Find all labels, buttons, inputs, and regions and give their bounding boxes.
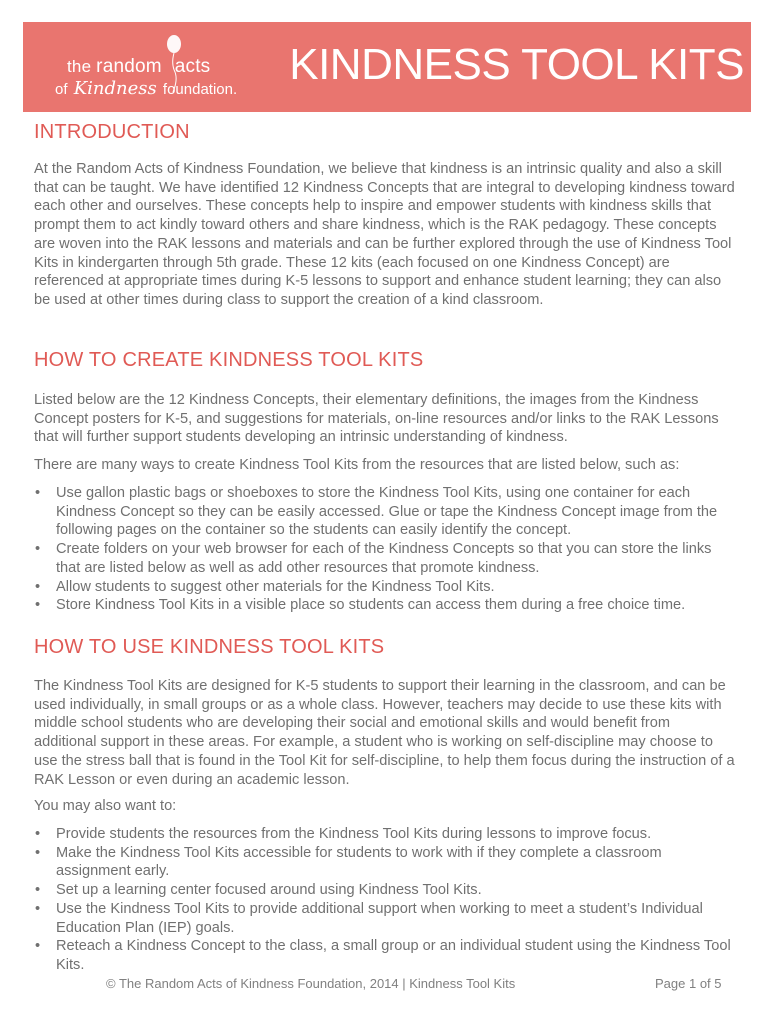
logo-acts: acts	[174, 56, 211, 77]
logo-random: random	[96, 56, 162, 77]
logo-of: of	[55, 81, 68, 98]
create-heading: HOW TO CREATE KINDNESS TOOL KITS	[34, 349, 424, 371]
intro-heading: INTRODUCTION	[34, 121, 190, 143]
page-number: Page 1 of 5	[655, 976, 722, 991]
create-paragraph: Listed below are the 12 Kindness Concepts, their elementary definitions, the images from the Kindness Concept posters for K-5, and suggestions for materials, on-line resources and/or links to the RAK Lessons that will further support students developing an intrinsic understanding of kindness.	[34, 392, 719, 446]
footer-copyright: © The Random Acts of Kindness Foundation, 2014 | Kindness Tool Kits	[106, 976, 516, 991]
intro-paragraph: At the Random Acts of Kindness Foundation, we believe that kindness is an intrinsic quality and also a skill that can be taught. We have identified 12 Kindness Concepts that are integral to developing kindness toward each other and ourselves. These concepts help to inspire and empower students with kindness skills that prompt them to act kindly toward others and share kindness, which is the RAK pedagogy. These concepts are woven into the RAK lessons and materials and can be further explored through the use of Kindness Tool Kits in kindergarten through 5th grade. These 12 kits (each focused on one Kindness Concept) are referenced at appropriate times during K-5 lessons to support and enhance student learning; they can also be used at other times during class to support the creation of a kind classroom.	[34, 161, 735, 308]
list-item: • Make the Kindness Tool Kits accessible for students to work with if they complete a classroom assignment early.	[34, 844, 738, 881]
list-item: • Use the Kindness Tool Kits to provide additional support when working to meet a student’s Individual Education Plan (IEP) goals.	[34, 900, 738, 937]
create-bullet-list	[34, 484, 738, 615]
foundation-logo	[45, 32, 245, 104]
header-banner	[23, 22, 751, 112]
list-item: • Use gallon plastic bags or shoeboxes to store the Kindness Tool Kits, using one container for each Kindness Concept so they can be easily accessed. Glue or tape the Kindness Concept image from the following pages on the container so the students can easily identify the concept.	[34, 484, 738, 540]
use-heading: HOW TO USE KINDNESS TOOL KITS	[34, 636, 385, 658]
list-item: • Create folders on your web browser for each of the Kindness Concepts so that you can store the links that are listed below as well as add other resources that promote kindness.	[34, 540, 738, 577]
use-bullet-list	[34, 825, 738, 975]
list-item: • Reteach a Kindness Concept to the class, a small group or an individual student using the Kindness Tool Kits.	[34, 937, 738, 974]
logo-foundation: foundation.	[162, 81, 238, 98]
list-item: • Store Kindness Tool Kits in a visible place so students can access them during a free choice time.	[34, 596, 738, 615]
list-item: • Provide students the resources from the Kindness Tool Kits during lessons to improve focus.	[34, 825, 738, 844]
use-paragraph: The Kindness Tool Kits are designed for K-5 students to support their learning in the classroom, and can be used individually, in small groups or as a whole class. However, teachers may decide to use these kits with middle school students who are developing their social and emotional skills and would benefit from additional support in these areas. For example, a student who is working on self-discipline may choose to use the stress ball that is found in the Tool Kit for self-discipline, to help them focus during the instruction of a RAK Lesson or even during an academic lesson.	[34, 678, 735, 788]
logo-kindness: Kindness	[73, 78, 157, 99]
logo-row-bottom	[55, 78, 237, 99]
create-intro-line: There are many ways to create Kindness Tool Kits from the resources that are listed below, such as:	[34, 457, 680, 473]
list-item: • Set up a learning center focused around using Kindness Tool Kits.	[34, 881, 738, 900]
page-title: KINDNESS TOOL KITS	[289, 40, 744, 89]
use-intro-line: You may also want to:	[34, 798, 177, 814]
logo-row-top	[67, 56, 210, 78]
logo-the: the	[67, 57, 92, 76]
list-item: • Allow students to suggest other materials for the Kindness Tool Kits.	[34, 578, 738, 597]
